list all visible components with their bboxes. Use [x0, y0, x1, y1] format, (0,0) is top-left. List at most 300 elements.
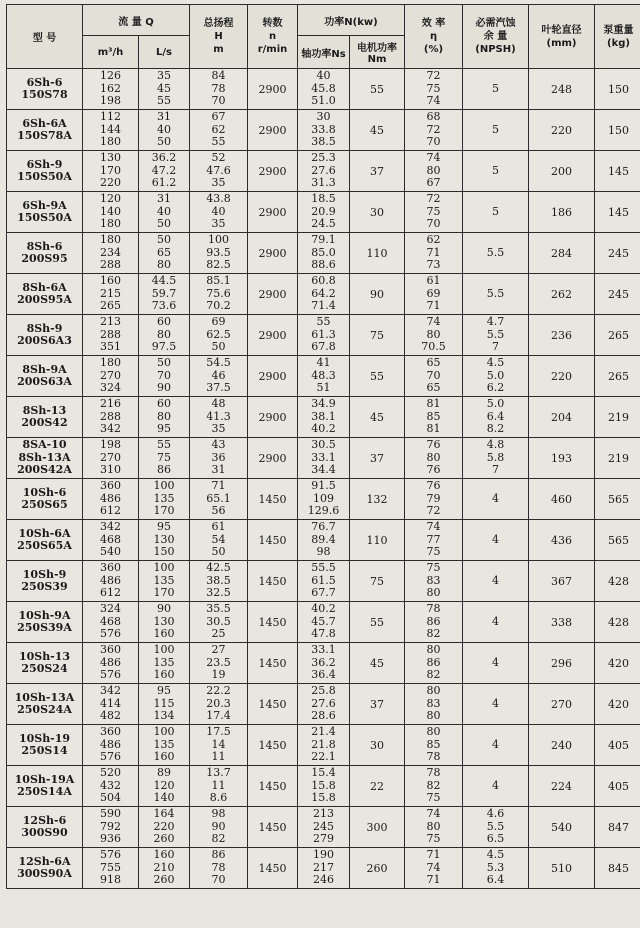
shaft-power-cell-line: 91.5 [311, 479, 336, 493]
head-cell-line: 11 [211, 750, 226, 764]
model-cell [7, 643, 83, 684]
npsh-cell [463, 561, 529, 602]
shaft-power-cell [298, 274, 350, 315]
shaft-power-cell-line: 217 [313, 860, 334, 874]
efficiency-cell-line: 72 [426, 69, 441, 83]
flow-ls-cell [139, 643, 190, 684]
flow-m3h-cell [83, 110, 139, 151]
shaft-power-cell [298, 520, 350, 561]
motor-power-cell: 55 [350, 602, 405, 643]
flow-m3h-cell-line: 126 [100, 69, 121, 83]
motor-power-cell: 30 [350, 192, 405, 233]
head-cell-line: 13.7 [206, 766, 231, 780]
flow-ls-cell [139, 520, 190, 561]
shaft-power-cell-line: 85.0 [311, 245, 336, 259]
shaft-power-cell [298, 110, 350, 151]
model-cell [7, 602, 83, 643]
flow-m3h-cell-line: 324 [100, 381, 121, 395]
model-cell-line: 250S39A [17, 621, 72, 634]
flow-ls-cell-line: 115 [153, 696, 175, 710]
efficiency-cell-line: 72 [426, 192, 441, 206]
efficiency-cell-line: 85 [426, 409, 441, 423]
model-cell-line: 8Sh-9 [26, 321, 63, 335]
npsh-cell-line: 5.0 [486, 397, 505, 411]
power-header: 功率N(kw) [298, 5, 405, 36]
model-cell [7, 848, 83, 889]
head-cell-line: 85.1 [206, 274, 231, 288]
efficiency-cell-line: 75 [426, 832, 441, 846]
npsh-cell-line: 4 [492, 737, 499, 751]
shaft-power-cell-line: 51 [316, 381, 331, 395]
flow-m3h-cell-line: 220 [100, 176, 121, 190]
flow-m3h-cell [83, 561, 139, 602]
flow-ls-cell-line: 210 [153, 860, 175, 874]
npsh-cell [463, 807, 529, 848]
efficiency-cell [405, 807, 463, 848]
flow-ls-cell-line: 50 [157, 217, 171, 231]
head-cell [190, 315, 248, 356]
flow-m3h-cell-line: 590 [100, 807, 121, 821]
shaft-power-cell-line: 20.9 [311, 204, 336, 218]
flow-m3h-cell-line: 198 [100, 438, 121, 452]
weight-cell: 245 [595, 233, 640, 274]
model-cell-line: 8Sh-13A [18, 450, 71, 464]
head-cell-line: 42.5 [206, 561, 231, 575]
npsh-cell [463, 766, 529, 807]
head-cell [190, 110, 248, 151]
flow-m3h-cell-line: 180 [100, 356, 121, 370]
flow-m3h-cell-line: 486 [100, 573, 121, 587]
flow-m3h-cell [83, 520, 139, 561]
efficiency-cell [405, 684, 463, 725]
flow-m3h-cell-line: 612 [100, 586, 121, 600]
motor-power-cell: 260 [350, 848, 405, 889]
shaft-power-cell [298, 766, 350, 807]
flow-ls-cell-line: 59.7 [151, 286, 177, 300]
flow-ls-cell-line: 135 [153, 573, 175, 587]
model-cell-line: 250S65 [21, 498, 68, 511]
model-cell-line: 200S95 [21, 252, 68, 265]
shaft-power-cell [298, 233, 350, 274]
motor-power-cell: 37 [350, 684, 405, 725]
weight-cell: 428 [595, 561, 640, 602]
weight-header: 泵重量 (kg) [595, 5, 640, 69]
efficiency-cell [405, 479, 463, 520]
shaft-power-cell-line: 40.2 [311, 422, 336, 436]
flow-ls-cell-line: 135 [153, 737, 175, 751]
head-cell-line: 23.5 [206, 655, 231, 669]
npsh-cell [463, 479, 529, 520]
flow-ls-cell-line: 40 [157, 204, 171, 218]
model-cell-line: 8Sh-13 [22, 403, 67, 417]
head-cell [190, 561, 248, 602]
model-cell-line: 10Sh-9 [22, 567, 67, 581]
model-cell-line: 12Sh-6A [18, 854, 71, 868]
weight-cell: 245 [595, 274, 640, 315]
weight-cell: 420 [595, 684, 640, 725]
table-row [7, 848, 640, 889]
efficiency-cell [405, 397, 463, 438]
speed-cell: 2900 [248, 397, 298, 438]
flow-m3h-cell [83, 725, 139, 766]
head-cell-line: 90 [211, 819, 226, 833]
speed-cell: 2900 [248, 356, 298, 397]
flow-m3h-cell [83, 397, 139, 438]
efficiency-cell-line: 76 [426, 479, 441, 493]
efficiency-cell-line: 65 [426, 381, 441, 395]
shaft-power-cell-line: 76.7 [311, 520, 336, 534]
efficiency-cell-line: 74 [426, 151, 441, 165]
npsh-cell-line: 4.7 [486, 315, 505, 329]
motor-power-cell: 55 [350, 69, 405, 110]
head-cell [190, 643, 248, 684]
flow-ls-cell-line: 120 [153, 778, 175, 792]
efficiency-header: 效 率 η (%) [405, 5, 463, 69]
model-cell-line: 6Sh-9A [22, 198, 67, 212]
model-cell-line: 8Sh-6A [22, 280, 67, 294]
flow-m3h-cell-line: 180 [100, 217, 121, 231]
flow-ls-cell-line: 95 [157, 520, 171, 534]
flow-ls-cell [139, 602, 190, 643]
model-cell [7, 69, 83, 110]
shaft-power-cell [298, 479, 350, 520]
model-cell-line: 150S78A [17, 129, 72, 142]
npsh-cell [463, 684, 529, 725]
flow-ls-cell-line: 60 [157, 397, 171, 411]
head-cell-line: 98 [211, 807, 226, 821]
table-row [7, 479, 640, 520]
efficiency-cell-line: 69 [426, 286, 441, 300]
flow-m3h-cell-line: 324 [100, 602, 121, 616]
head-cell-line: 17.5 [206, 725, 231, 739]
head-cell-line: 93.5 [206, 245, 231, 259]
shaft-power-cell-line: 33.1 [311, 643, 336, 657]
model-cell [7, 233, 83, 274]
weight-cell: 845 [595, 848, 640, 889]
shaft-power-cell-line: 27.6 [311, 696, 336, 710]
motor-power-cell: 45 [350, 397, 405, 438]
weight-cell: 265 [595, 315, 640, 356]
shaft-power-cell-line: 28.6 [311, 709, 336, 723]
weight-cell: 420 [595, 643, 640, 684]
model-cell-line: 10Sh-19A [14, 772, 75, 786]
flow-ls-cell [139, 233, 190, 274]
efficiency-cell [405, 643, 463, 684]
flow-m3h-cell-line: 288 [100, 409, 121, 423]
npsh-cell [463, 602, 529, 643]
flow-ls-header: L/s [139, 36, 190, 69]
flow-ls-cell-line: 130 [153, 532, 175, 546]
flow-m3h-cell-line: 288 [100, 327, 121, 341]
model-cell [7, 110, 83, 151]
flow-ls-cell-line: 65 [157, 245, 171, 259]
motor-power-header: 电机功率Nm [350, 36, 405, 69]
shaft-power-cell-line: 34.4 [311, 463, 336, 477]
shaft-power-cell-line: 33.8 [311, 122, 336, 136]
efficiency-cell-line: 81 [426, 422, 441, 436]
flow-m3h-cell-line: 486 [100, 491, 121, 505]
impeller-header: 叶轮直径 (mm) [529, 5, 595, 69]
flow-ls-cell-line: 80 [157, 409, 171, 423]
efficiency-cell-line: 70 [426, 368, 441, 382]
weight-cell: 428 [595, 602, 640, 643]
flow-m3h-cell-line: 486 [100, 655, 121, 669]
motor-power-cell: 75 [350, 561, 405, 602]
shaft-power-cell [298, 69, 350, 110]
motor-power-cell: 45 [350, 110, 405, 151]
flow-ls-cell-line: 50 [157, 233, 171, 247]
table-row [7, 110, 640, 151]
flow-ls-cell-line: 90 [157, 602, 171, 616]
flow-m3h-cell-line: 540 [100, 545, 121, 559]
efficiency-cell-line: 70 [426, 135, 441, 149]
flow-m3h-cell-line: 576 [100, 668, 121, 682]
head-cell [190, 479, 248, 520]
efficiency-cell-line: 61 [426, 274, 441, 288]
flow-m3h-cell-line: 120 [100, 192, 121, 206]
flow-m3h-cell-line: 360 [100, 561, 121, 575]
flow-m3h-cell-line: 130 [100, 151, 121, 165]
shaft-power-cell [298, 561, 350, 602]
flow-header: 流 量 Q [83, 5, 190, 36]
npsh-cell [463, 233, 529, 274]
flow-ls-cell [139, 766, 190, 807]
shaft-power-cell-line: 25.8 [311, 684, 336, 698]
table-body [7, 69, 640, 889]
flow-ls-cell-line: 95 [157, 422, 171, 436]
npsh-cell [463, 192, 529, 233]
efficiency-cell-line: 80 [426, 725, 441, 739]
efficiency-cell-line: 80 [426, 684, 441, 698]
head-cell-line: 84 [211, 69, 226, 83]
head-cell-line: 86 [211, 848, 226, 862]
efficiency-cell-line: 81 [426, 397, 441, 411]
npsh-cell [463, 274, 529, 315]
head-cell-line: 65.1 [206, 491, 231, 505]
flow-ls-cell [139, 274, 190, 315]
impeller-cell: 224 [529, 766, 595, 807]
efficiency-cell-line: 70 [426, 217, 441, 231]
head-cell [190, 356, 248, 397]
flow-m3h-cell-line: 144 [100, 122, 121, 136]
shaft-power-cell-line: 67.7 [311, 586, 336, 600]
flow-ls-cell-line: 75 [157, 450, 171, 464]
shaft-power-cell-line: 89.4 [311, 532, 336, 546]
motor-power-cell: 37 [350, 438, 405, 479]
flow-ls-cell-line: 100 [153, 725, 175, 739]
head-header: 总扬程 H m [190, 5, 248, 69]
model-cell-line: 200S42 [21, 416, 68, 429]
head-cell-line: 43.8 [206, 192, 231, 206]
model-cell-line: 8Sh-9A [22, 362, 67, 376]
model-cell [7, 315, 83, 356]
head-cell [190, 151, 248, 192]
speed-cell: 2900 [248, 110, 298, 151]
efficiency-cell-line: 80 [426, 586, 441, 600]
efficiency-cell-line: 76 [426, 463, 441, 477]
flow-m3h-cell [83, 315, 139, 356]
npsh-cell [463, 397, 529, 438]
flow-m3h-cell-line: 351 [100, 340, 121, 354]
efficiency-cell-line: 79 [426, 491, 441, 505]
flow-m3h-cell-line: 270 [100, 368, 121, 382]
model-cell [7, 397, 83, 438]
head-cell-line: 47.6 [206, 163, 231, 177]
flow-ls-cell-line: 36.2 [151, 151, 177, 165]
efficiency-cell [405, 151, 463, 192]
efficiency-cell [405, 274, 463, 315]
efficiency-cell-line: 62 [426, 233, 441, 247]
model-cell-line: 300S90 [21, 826, 68, 839]
flow-m3h-cell [83, 438, 139, 479]
impeller-cell: 236 [529, 315, 595, 356]
model-cell-line: 10Sh-19 [18, 731, 71, 745]
flow-ls-cell-line: 130 [153, 614, 175, 628]
npsh-cell-line: 4 [492, 655, 499, 669]
head-cell-line: 35 [211, 176, 226, 190]
head-cell-line: 11 [211, 778, 226, 792]
shaft-power-cell-line: 15.8 [311, 791, 336, 805]
model-cell-line: 250S39 [21, 580, 68, 593]
efficiency-cell-line: 67 [426, 176, 441, 190]
model-cell-line: 200S42A [17, 463, 72, 477]
efficiency-cell-line: 75 [426, 204, 441, 218]
efficiency-cell-line: 74 [426, 315, 441, 329]
npsh-cell-line: 4 [492, 614, 499, 628]
flow-ls-cell [139, 807, 190, 848]
model-cell [7, 438, 83, 479]
efficiency-cell-line: 73 [426, 258, 441, 272]
model-cell-line: 150S50A [17, 170, 72, 183]
flow-ls-cell-line: 260 [153, 832, 175, 846]
npsh-cell [463, 151, 529, 192]
efficiency-cell-line: 82 [426, 627, 441, 641]
flow-m3h-cell-line: 162 [100, 81, 121, 95]
shaft-power-cell [298, 356, 350, 397]
flow-ls-cell-line: 97.5 [151, 340, 177, 354]
flow-m3h-cell [83, 807, 139, 848]
table-row [7, 807, 640, 848]
weight-cell: 219 [595, 397, 640, 438]
shaft-power-cell-line: 213 [313, 807, 334, 821]
flow-ls-cell-line: 45 [157, 81, 171, 95]
flow-m3h-cell [83, 848, 139, 889]
flow-m3h-cell-line: 360 [100, 725, 121, 739]
head-cell [190, 233, 248, 274]
flow-m3h-cell-line: 342 [100, 684, 121, 698]
flow-m3h-cell [83, 233, 139, 274]
efficiency-cell-line: 78 [426, 602, 441, 616]
head-cell [190, 397, 248, 438]
flow-ls-cell-line: 170 [153, 586, 175, 600]
weight-cell: 847 [595, 807, 640, 848]
shaft-power-cell-line: 245 [313, 819, 334, 833]
table-row [7, 151, 640, 192]
head-cell-line: 38.5 [206, 573, 231, 587]
shaft-power-cell-line: 24.5 [311, 217, 336, 231]
npsh-cell-line: 5.3 [486, 860, 505, 874]
head-cell [190, 274, 248, 315]
flow-m3h-cell-line: 360 [100, 643, 121, 657]
speed-cell: 2900 [248, 438, 298, 479]
shaft-power-cell-line: 21.8 [311, 737, 336, 751]
flow-m3h-cell-line: 215 [100, 286, 121, 300]
shaft-power-cell-line: 30 [316, 110, 331, 124]
npsh-cell-line: 7 [492, 463, 499, 477]
head-cell-line: 56 [211, 504, 226, 518]
efficiency-cell-line: 80 [426, 163, 441, 177]
shaft-power-cell-line: 15.4 [311, 766, 336, 780]
efficiency-cell-line: 75 [426, 81, 441, 95]
flow-m3h-header: m³/h [83, 36, 139, 69]
speed-cell: 2900 [248, 151, 298, 192]
flow-m3h-cell-line: 576 [100, 848, 121, 862]
efficiency-cell-line: 77 [426, 532, 441, 546]
impeller-cell: 296 [529, 643, 595, 684]
head-cell-line: 54 [211, 532, 226, 546]
shaft-power-cell-line: 38.5 [311, 135, 336, 149]
impeller-cell: 367 [529, 561, 595, 602]
table-row [7, 315, 640, 356]
motor-power-cell: 37 [350, 151, 405, 192]
npsh-cell-line: 4.8 [486, 438, 505, 452]
head-cell-line: 37.5 [206, 381, 231, 395]
shaft-power-cell-line: 31.3 [311, 176, 336, 190]
flow-ls-cell-line: 40 [157, 122, 171, 136]
flow-ls-cell-line: 95 [157, 684, 171, 698]
model-cell-line: 250S24A [17, 703, 72, 716]
shaft-power-cell [298, 151, 350, 192]
flow-ls-cell-line: 160 [153, 750, 175, 764]
efficiency-cell-line: 70.5 [421, 340, 446, 354]
npsh-cell-line: 5.5 [486, 327, 505, 341]
model-header: 型 号 [7, 5, 83, 69]
shaft-power-cell [298, 684, 350, 725]
speed-cell: 2900 [248, 233, 298, 274]
flow-m3h-cell-line: 918 [100, 873, 121, 887]
shaft-power-cell-line: 36.2 [311, 655, 336, 669]
flow-ls-cell [139, 110, 190, 151]
speed-cell: 1450 [248, 479, 298, 520]
head-cell-line: 71 [211, 479, 226, 493]
npsh-header: 必需汽蚀 余 量 (NPSH) [463, 5, 529, 69]
speed-cell: 2900 [248, 192, 298, 233]
flow-m3h-cell-line: 504 [100, 791, 121, 805]
shaft-power-cell-line: 34.9 [311, 397, 336, 411]
head-cell-line: 8.6 [209, 791, 228, 805]
efficiency-cell [405, 438, 463, 479]
npsh-cell-line: 6.2 [486, 381, 505, 395]
head-cell [190, 684, 248, 725]
table-row [7, 438, 640, 479]
npsh-cell [463, 438, 529, 479]
shaft-power-cell-line: 47.8 [311, 627, 336, 641]
efficiency-cell-line: 86 [426, 655, 441, 669]
model-cell-line: 8Sh-6 [26, 239, 63, 253]
flow-ls-cell-line: 80 [157, 327, 171, 341]
flow-ls-cell-line: 89 [157, 766, 171, 780]
speed-cell: 1450 [248, 725, 298, 766]
flow-ls-cell [139, 151, 190, 192]
flow-ls-cell-line: 160 [153, 627, 175, 641]
npsh-cell-line: 5.5 [486, 819, 505, 833]
flow-m3h-cell [83, 192, 139, 233]
shaft-power-cell-line: 88.6 [311, 258, 336, 272]
head-cell-line: 41.3 [206, 409, 231, 423]
flow-ls-cell-line: 31 [157, 192, 171, 206]
head-cell-line: 20.3 [206, 696, 231, 710]
efficiency-cell [405, 69, 463, 110]
